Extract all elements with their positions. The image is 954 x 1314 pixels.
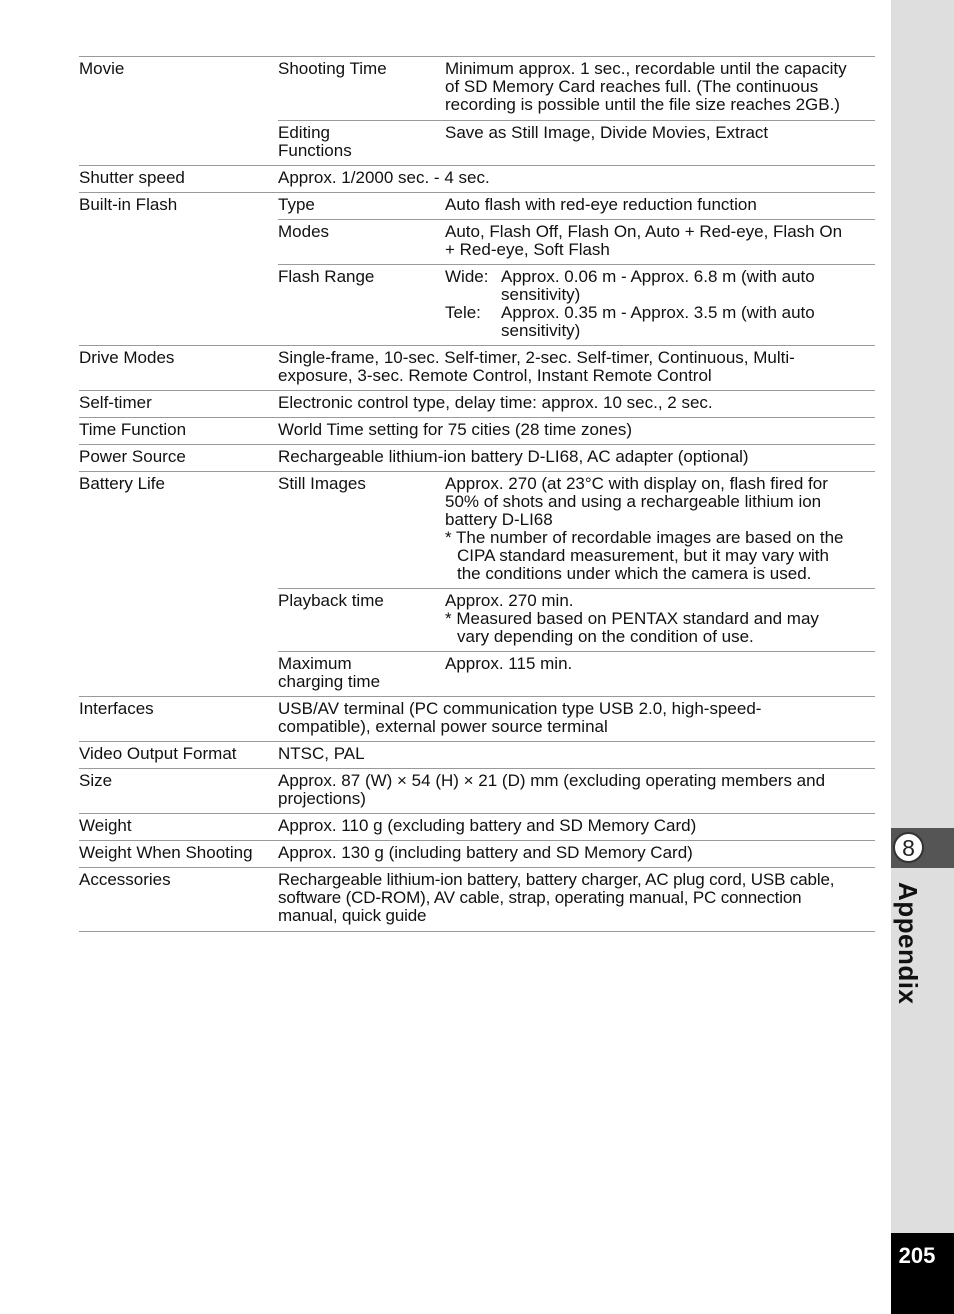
value-drive-modes: Single-frame, 10-sec. Self-timer, 2-sec. Self-timer, Continuous, Multi- exposure, 3-sec. Remote Control, Instant Remote Control xyxy=(278,348,795,385)
specifications-table xyxy=(79,56,875,932)
sub-label-editing: Editing Functions xyxy=(278,123,352,160)
value-shutter-speed: Approx. 1/2000 sec. - 4 sec. xyxy=(278,166,875,193)
spec-label-accessories: Accessories xyxy=(79,868,278,932)
spec-row-video-output xyxy=(79,742,875,769)
spec-row-self-timer xyxy=(79,391,875,418)
spec-label-battery: Battery Life xyxy=(79,472,278,697)
spec-label-video-output: Video Output Format xyxy=(79,742,278,769)
flash-range-wide-label: Wide: xyxy=(445,267,489,286)
value-self-timer: Electronic control type, delay time: approx. 10 sec., 2 sec. xyxy=(278,391,875,418)
spec-row-size xyxy=(79,769,875,814)
sub-label-flash-modes: Modes xyxy=(278,220,445,265)
spec-row-accessories xyxy=(79,868,875,932)
value-video-output: NTSC, PAL xyxy=(278,742,875,769)
spec-row-shutter-speed xyxy=(79,166,875,193)
value-size: Approx. 87 (W) × 54 (H) × 21 (D) mm (excluding operating members and projections) xyxy=(278,771,826,808)
flash-range-tele-value: Approx. 0.35 m - Approx. 3.5 m (with auto sensitivity) xyxy=(501,303,815,340)
flash-range-wide xyxy=(445,268,875,304)
spec-label-movie: Movie xyxy=(79,57,278,166)
spec-label-weight: Weight xyxy=(79,814,278,841)
spec-label-shutter-speed: Shutter speed xyxy=(79,166,278,193)
chapter-sidebar xyxy=(891,0,954,1314)
sub-label-charging-time: Maximum charging time xyxy=(278,654,381,691)
spec-label-interfaces: Interfaces xyxy=(79,697,278,742)
spec-row-weight xyxy=(79,814,875,841)
spec-row-drive-modes xyxy=(79,346,875,391)
spec-label-time-function: Time Function xyxy=(79,418,278,445)
spec-row-time-function xyxy=(79,418,875,445)
flash-range-wide-value: Approx. 0.06 m - Approx. 6.8 m (with auto sensitivity) xyxy=(501,267,815,304)
value-playback-time: Approx. 270 min. xyxy=(445,591,574,610)
value-power-source: Rechargeable lithium-ion battery D-LI68, AC adapter (optional) xyxy=(278,445,875,472)
flash-range-tele-label: Tele: xyxy=(445,303,481,322)
spec-label-self-timer: Self-timer xyxy=(79,391,278,418)
spec-row-power-source xyxy=(79,445,875,472)
value-interfaces: USB/AV terminal (PC communication type USB 2.0, high-speed- compatible), external power source terminal xyxy=(278,699,762,736)
value-editing: Save as Still Image, Divide Movies, Extract xyxy=(445,121,875,166)
value-accessories: Rechargeable lithium-ion battery, battery charger, AC plug cord, USB cable, software (CD-ROM), AV cable, strap, operating manual, PC connection manual, quick guide xyxy=(278,870,835,925)
spec-label-power-source: Power Source xyxy=(79,445,278,472)
sub-label-playback-time: Playback time xyxy=(278,589,445,652)
value-weight-shooting: Approx. 130 g (including battery and SD Memory Card) xyxy=(278,841,875,868)
spec-row-battery-still xyxy=(79,472,875,589)
spec-row-movie-shooting xyxy=(79,57,875,121)
flash-range-tele xyxy=(445,304,875,340)
spec-label-weight-shooting: Weight When Shooting xyxy=(79,841,278,868)
value-weight: Approx. 110 g (excluding battery and SD Memory Card) xyxy=(278,814,875,841)
sub-label-flash-range: Flash Range xyxy=(278,265,445,346)
spec-row-weight-shooting xyxy=(79,841,875,868)
spec-row-interfaces xyxy=(79,697,875,742)
chapter-title: Appendix xyxy=(893,882,923,1005)
spec-label-flash: Built-in Flash xyxy=(79,193,278,346)
chapter-number: 8 xyxy=(893,832,924,863)
value-shooting-time: Minimum approx. 1 sec., recordable until the capacity of SD Memory Card reaches full. (The continuous recording is possible until the file size reaches 2GB.) xyxy=(445,59,847,114)
value-charging-time: Approx. 115 min. xyxy=(445,652,875,697)
spec-label-size: Size xyxy=(79,769,278,814)
value-flash-type: Auto flash with red-eye reduction function xyxy=(445,193,875,220)
spec-label-drive-modes: Drive Modes xyxy=(79,346,278,391)
note-still-images: * The number of recordable images are based on the CIPA standard measurement, but it may vary with the conditions under which the camera is used. xyxy=(445,528,844,583)
page-number: 205 xyxy=(898,1243,936,1268)
sub-label-still-images: Still Images xyxy=(278,472,445,589)
value-still-images: Approx. 270 (at 23°C with display on, flash fired for 50% of shots and using a rechargeable lithium ion battery D-LI68 xyxy=(445,474,828,529)
note-playback-time: * Measured based on PENTAX standard and may vary depending on the condition of use. xyxy=(445,609,819,646)
sub-label-shooting-time: Shooting Time xyxy=(278,57,445,121)
sub-label-flash-type: Type xyxy=(278,193,445,220)
value-flash-modes: Auto, Flash Off, Flash On, Auto + Red-eye, Flash On + Red-eye, Soft Flash xyxy=(445,222,843,259)
spec-row-flash-type xyxy=(79,193,875,220)
value-time-function: World Time setting for 75 cities (28 time zones) xyxy=(278,418,875,445)
